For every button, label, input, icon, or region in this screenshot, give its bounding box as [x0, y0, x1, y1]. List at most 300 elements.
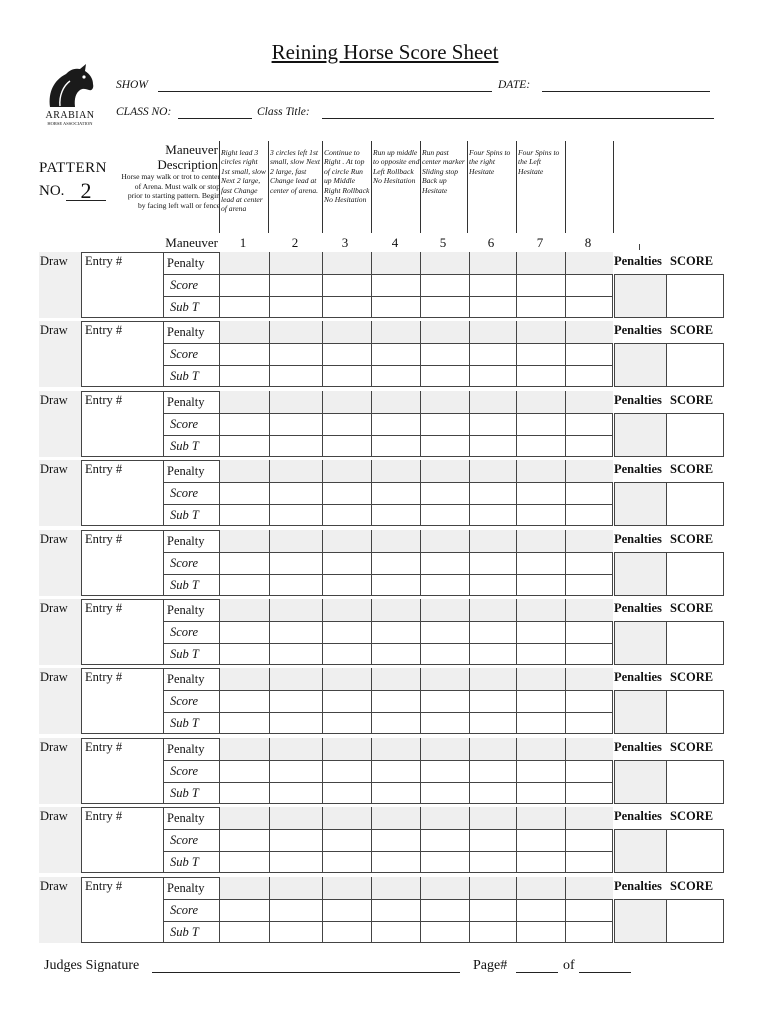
- penalties-label: Penalties: [614, 462, 662, 476]
- pattern-label: PATTERN: [39, 160, 107, 176]
- maneuver-desc-7: Four Spins to the Left Hesitate: [518, 148, 560, 176]
- column-divider: [269, 668, 270, 734]
- entry-label: Entry #: [85, 532, 123, 546]
- penalty-cell[interactable]: [565, 807, 613, 829]
- entry-block: [39, 460, 724, 526]
- logo-text: ARABIAN: [45, 110, 95, 121]
- penalty-cell[interactable]: [565, 252, 613, 274]
- entry-cell[interactable]: [82, 738, 164, 804]
- score-total-box[interactable]: [666, 413, 724, 457]
- penalty-cell[interactable]: [469, 321, 516, 343]
- score-row-label: Score: [164, 343, 220, 365]
- penalty-cell[interactable]: [269, 668, 322, 690]
- penalty-cell[interactable]: [322, 391, 371, 413]
- entry-cell[interactable]: [82, 252, 164, 318]
- entry-cell[interactable]: [82, 460, 164, 526]
- penalty-cell[interactable]: [516, 599, 565, 621]
- penalty-row-label: Penalty: [164, 599, 220, 621]
- maneuver-desc-1: Right lead 3 circles right 1st small, slow Next 2 large, fast Change lead at center of arena: [221, 148, 266, 214]
- penalties-total-box[interactable]: [614, 413, 667, 457]
- penalty-cell[interactable]: [469, 668, 516, 690]
- entry-label: Entry #: [85, 323, 123, 337]
- column-divider: [371, 252, 372, 318]
- column-divider: [269, 252, 270, 318]
- penalty-cell[interactable]: [269, 252, 322, 274]
- page-title: Reining Horse Score Sheet: [271, 40, 499, 64]
- column-divider: [565, 877, 566, 943]
- score-label: SCORE: [670, 740, 714, 754]
- column-divider: [420, 599, 421, 665]
- column-divider: [469, 738, 470, 804]
- penalty-cell[interactable]: [269, 599, 322, 621]
- penalty-cell[interactable]: [371, 738, 420, 760]
- row-divider: [164, 552, 613, 553]
- entry-cell[interactable]: [82, 807, 164, 873]
- column-divider: [469, 321, 470, 387]
- row-divider: [164, 712, 613, 713]
- page-of-label: of: [563, 958, 575, 973]
- penalty-row-label: Penalty: [164, 530, 220, 552]
- penalty-cell[interactable]: [420, 391, 469, 413]
- column-divider: [420, 391, 421, 457]
- penalty-row-label: Penalty: [164, 738, 220, 760]
- column-divider: [516, 807, 517, 873]
- penalty-cell[interactable]: [565, 668, 613, 690]
- score-row-label: Score: [164, 482, 220, 504]
- column-divider: [322, 530, 323, 596]
- column-divider: [420, 738, 421, 804]
- entry-block: [39, 877, 724, 943]
- penalties-total-box[interactable]: [614, 482, 667, 526]
- maneuver-number-3: 3: [341, 235, 349, 250]
- penalty-cell[interactable]: [469, 599, 516, 621]
- column-divider: [371, 460, 372, 526]
- penalty-cell[interactable]: [322, 877, 371, 899]
- penalty-cell[interactable]: [469, 252, 516, 274]
- desc-divider: [467, 141, 468, 233]
- score-label: SCORE: [670, 254, 714, 268]
- entry-cell[interactable]: [82, 530, 164, 596]
- pattern-no-label: NO.: [39, 183, 65, 199]
- desc-divider: [371, 141, 372, 233]
- row-divider: [164, 921, 613, 922]
- date-label: DATE:: [498, 79, 531, 91]
- score-total-box[interactable]: [666, 829, 724, 873]
- penalty-cell[interactable]: [516, 321, 565, 343]
- penalty-cell[interactable]: [322, 460, 371, 482]
- draw-cell[interactable]: [39, 668, 82, 734]
- penalty-cell[interactable]: [220, 391, 269, 413]
- entry-cell[interactable]: [82, 668, 164, 734]
- row-divider: [164, 690, 613, 691]
- subtotal-row-label: Sub T: [164, 365, 220, 387]
- judges-signature-field[interactable]: [152, 972, 460, 973]
- column-divider: [269, 738, 270, 804]
- penalties-label: Penalties: [614, 740, 662, 754]
- score-row-label: Score: [164, 274, 220, 296]
- column-divider: [420, 877, 421, 943]
- penalty-row-label: Penalty: [164, 877, 220, 899]
- column-divider: [469, 668, 470, 734]
- score-total-box[interactable]: [666, 343, 724, 387]
- penalty-cell[interactable]: [371, 807, 420, 829]
- entry-label: Entry #: [85, 462, 123, 476]
- column-divider: [420, 807, 421, 873]
- penalty-cell[interactable]: [516, 668, 565, 690]
- column-divider: [469, 252, 470, 318]
- maneuver-number-5: 5: [439, 235, 447, 250]
- penalty-cell[interactable]: [420, 321, 469, 343]
- penalty-cell[interactable]: [469, 738, 516, 760]
- penalty-cell[interactable]: [420, 599, 469, 621]
- class-title-label: Class Title:: [257, 106, 310, 118]
- draw-cell[interactable]: [39, 877, 82, 943]
- score-label: SCORE: [670, 879, 714, 893]
- draw-cell[interactable]: [39, 807, 82, 873]
- penalty-cell[interactable]: [516, 807, 565, 829]
- column-divider: [516, 252, 517, 318]
- maneuver-number-1: 1: [239, 235, 247, 250]
- judges-signature-label: Judges Signature: [44, 958, 140, 973]
- draw-cell[interactable]: [39, 252, 82, 318]
- column-divider: [420, 530, 421, 596]
- penalty-cell[interactable]: [565, 530, 613, 552]
- maneuver-heading-line2: Description: [157, 157, 218, 172]
- column-divider: [371, 668, 372, 734]
- class-no-field[interactable]: [178, 118, 252, 119]
- penalty-row-label: Penalty: [164, 391, 220, 413]
- maneuver-description-heading: [120, 142, 218, 172]
- column-divider: [322, 807, 323, 873]
- penalty-cell[interactable]: [565, 391, 613, 413]
- draw-label: Draw: [40, 462, 68, 476]
- draw-label: Draw: [40, 740, 68, 754]
- penalties-total-box[interactable]: [614, 621, 667, 665]
- row-divider: [164, 782, 613, 783]
- column-divider: [565, 252, 566, 318]
- score-row-label: Score: [164, 621, 220, 643]
- subtotal-row-label: Sub T: [164, 296, 220, 318]
- desc-divider: [613, 141, 614, 233]
- column-divider: [469, 530, 470, 596]
- maneuver-number-4: 4: [391, 235, 399, 250]
- penalty-cell[interactable]: [371, 877, 420, 899]
- penalty-row-label: Penalty: [164, 807, 220, 829]
- entry-cell[interactable]: [82, 321, 164, 387]
- penalties-label: Penalties: [614, 601, 662, 615]
- column-divider: [322, 321, 323, 387]
- class-no-label: CLASS NO:: [116, 106, 172, 118]
- penalty-cell[interactable]: [269, 877, 322, 899]
- penalty-row-label: Penalty: [164, 321, 220, 343]
- penalty-cell[interactable]: [371, 321, 420, 343]
- penalties-total-box[interactable]: [614, 899, 667, 943]
- penalty-cell[interactable]: [516, 877, 565, 899]
- entry-block: [39, 321, 724, 387]
- column-divider: [371, 530, 372, 596]
- column-divider: [420, 668, 421, 734]
- penalty-cell[interactable]: [420, 668, 469, 690]
- score-label: SCORE: [670, 809, 714, 823]
- penalty-cell[interactable]: [420, 252, 469, 274]
- column-divider: [371, 738, 372, 804]
- penalty-cell[interactable]: [220, 807, 269, 829]
- penalty-cell[interactable]: [322, 252, 371, 274]
- row-divider: [164, 899, 613, 900]
- penalties-label: Penalties: [614, 532, 662, 546]
- column-divider: [565, 460, 566, 526]
- score-total-box[interactable]: [666, 621, 724, 665]
- score-total-box[interactable]: [666, 690, 724, 734]
- penalty-cell[interactable]: [371, 460, 420, 482]
- column-divider: [469, 807, 470, 873]
- penalty-cell[interactable]: [371, 668, 420, 690]
- penalty-cell[interactable]: [220, 668, 269, 690]
- subtotal-row-label: Sub T: [164, 782, 220, 804]
- penalty-cell[interactable]: [322, 738, 371, 760]
- penalty-cell[interactable]: [371, 252, 420, 274]
- subtotal-row-label: Sub T: [164, 851, 220, 873]
- penalty-cell[interactable]: [565, 460, 613, 482]
- penalty-cell[interactable]: [220, 877, 269, 899]
- row-divider: [164, 504, 613, 505]
- entry-cell[interactable]: [82, 391, 164, 457]
- maneuver-number-2: 2: [291, 235, 299, 250]
- penalty-cell[interactable]: [322, 668, 371, 690]
- penalty-row-label: Penalty: [164, 460, 220, 482]
- entry-block: [39, 807, 724, 873]
- penalty-cell[interactable]: [269, 807, 322, 829]
- row-divider: [164, 829, 613, 830]
- row-divider: [164, 760, 613, 761]
- penalties-label: Penalties: [614, 879, 662, 893]
- score-row-label: Score: [164, 829, 220, 851]
- column-divider: [269, 877, 270, 943]
- score-label: SCORE: [670, 532, 714, 546]
- entry-label: Entry #: [85, 809, 123, 823]
- subtotal-row-label: Sub T: [164, 643, 220, 665]
- score-total-box[interactable]: [666, 482, 724, 526]
- desc-divider: [219, 141, 220, 233]
- entry-block: [39, 530, 724, 596]
- penalty-cell[interactable]: [220, 321, 269, 343]
- maneuver-row-label: Maneuver: [165, 235, 218, 250]
- column-divider: [322, 391, 323, 457]
- penalty-cell[interactable]: [220, 460, 269, 482]
- draw-cell[interactable]: [39, 391, 82, 457]
- penalty-cell[interactable]: [469, 807, 516, 829]
- column-divider: [322, 668, 323, 734]
- penalty-cell[interactable]: [269, 391, 322, 413]
- penalty-cell[interactable]: [371, 530, 420, 552]
- draw-cell[interactable]: [39, 530, 82, 596]
- desc-divider: [565, 141, 566, 233]
- penalty-cell[interactable]: [469, 877, 516, 899]
- desc-divider: [420, 141, 421, 233]
- row-divider: [164, 296, 613, 297]
- score-total-box[interactable]: [666, 760, 724, 804]
- penalty-cell[interactable]: [322, 599, 371, 621]
- penalties-label: Penalties: [614, 670, 662, 684]
- subtotal-row-label: Sub T: [164, 504, 220, 526]
- column-divider: [269, 530, 270, 596]
- draw-cell[interactable]: [39, 321, 82, 387]
- entry-cell[interactable]: [82, 599, 164, 665]
- page-label: Page#: [473, 958, 508, 973]
- row-divider: [164, 621, 613, 622]
- maneuver-number-6: 6: [487, 235, 495, 250]
- column-divider: [469, 877, 470, 943]
- score-total-box[interactable]: [666, 899, 724, 943]
- column-divider: [322, 252, 323, 318]
- column-divider: [371, 391, 372, 457]
- date-field[interactable]: [542, 91, 710, 92]
- column-divider: [420, 321, 421, 387]
- column-divider: [371, 599, 372, 665]
- column-divider: [371, 321, 372, 387]
- penalty-cell[interactable]: [565, 599, 613, 621]
- penalty-cell[interactable]: [220, 530, 269, 552]
- entry-label: Entry #: [85, 670, 123, 684]
- penalty-cell[interactable]: [420, 460, 469, 482]
- penalty-cell[interactable]: [220, 252, 269, 274]
- penalties-label: Penalties: [614, 809, 662, 823]
- column-divider: [565, 738, 566, 804]
- penalty-cell[interactable]: [516, 530, 565, 552]
- penalties-total-box[interactable]: [614, 274, 667, 318]
- row-divider: [164, 574, 613, 575]
- column-divider: [516, 391, 517, 457]
- penalty-cell[interactable]: [220, 738, 269, 760]
- score-total-box[interactable]: [666, 552, 724, 596]
- column-divider: [469, 460, 470, 526]
- entry-label: Entry #: [85, 393, 123, 407]
- penalty-cell[interactable]: [469, 530, 516, 552]
- penalty-cell[interactable]: [565, 321, 613, 343]
- column-divider: [371, 807, 372, 873]
- draw-label: Draw: [40, 670, 68, 684]
- draw-cell[interactable]: [39, 460, 82, 526]
- penalties-total-box[interactable]: [614, 760, 667, 804]
- penalty-cell[interactable]: [371, 599, 420, 621]
- penalty-cell[interactable]: [420, 807, 469, 829]
- column-divider: [516, 877, 517, 943]
- desc-divider: [268, 141, 269, 233]
- subtotal-row-label: Sub T: [164, 574, 220, 596]
- draw-cell[interactable]: [39, 599, 82, 665]
- penalty-cell[interactable]: [220, 599, 269, 621]
- score-row-label: Score: [164, 413, 220, 435]
- page-number-field[interactable]: [516, 972, 558, 973]
- column-divider: [269, 321, 270, 387]
- row-divider: [164, 643, 613, 644]
- column-divider: [516, 321, 517, 387]
- entry-label: Entry #: [85, 879, 123, 893]
- column-divider: [322, 599, 323, 665]
- entry-block: [39, 738, 724, 804]
- pattern-number-line: [66, 200, 106, 201]
- page-total-field[interactable]: [579, 972, 631, 973]
- column-divider: [565, 391, 566, 457]
- penalty-cell[interactable]: [269, 530, 322, 552]
- penalty-cell[interactable]: [469, 460, 516, 482]
- column-divider: [565, 668, 566, 734]
- penalty-cell[interactable]: [420, 530, 469, 552]
- draw-label: Draw: [40, 532, 68, 546]
- penalties-total-box[interactable]: [614, 690, 667, 734]
- entry-label: Entry #: [85, 740, 123, 754]
- draw-cell[interactable]: [39, 738, 82, 804]
- column-divider: [469, 599, 470, 665]
- column-divider: [565, 807, 566, 873]
- score-row-label: Score: [164, 552, 220, 574]
- penalty-cell[interactable]: [565, 738, 613, 760]
- penalty-cell[interactable]: [322, 321, 371, 343]
- column-divider: [516, 460, 517, 526]
- penalty-cell[interactable]: [565, 877, 613, 899]
- row-divider: [164, 851, 613, 852]
- score-label: SCORE: [670, 670, 714, 684]
- column-divider: [269, 391, 270, 457]
- penalty-cell[interactable]: [420, 877, 469, 899]
- class-title-field[interactable]: [322, 118, 714, 119]
- draw-label: Draw: [40, 809, 68, 823]
- subtotal-row-label: Sub T: [164, 921, 220, 943]
- subtotal-row-label: Sub T: [164, 712, 220, 734]
- penalty-cell[interactable]: [516, 460, 565, 482]
- column-divider: [516, 599, 517, 665]
- column-divider: [322, 460, 323, 526]
- penalty-cell[interactable]: [420, 738, 469, 760]
- penalty-cell[interactable]: [371, 391, 420, 413]
- penalty-cell[interactable]: [516, 738, 565, 760]
- column-divider: [516, 530, 517, 596]
- row-divider: [164, 365, 613, 366]
- column-divider: [420, 252, 421, 318]
- penalties-label: Penalties: [614, 254, 662, 268]
- penalty-cell[interactable]: [516, 252, 565, 274]
- maneuver-desc-3: Continue to Right . At top of circle Run up Middle Right Rollback No Hesitation: [324, 148, 370, 205]
- score-total-box[interactable]: [666, 274, 724, 318]
- column-divider: [269, 460, 270, 526]
- maneuver-desc-6: Four Spins to the right Hesitate: [469, 148, 511, 176]
- entry-block: [39, 599, 724, 665]
- penalty-cell[interactable]: [322, 530, 371, 552]
- entry-block: [39, 668, 724, 734]
- penalties-total-box[interactable]: [614, 343, 667, 387]
- column-divider: [565, 321, 566, 387]
- desc-divider: [322, 141, 323, 233]
- row-divider: [164, 435, 613, 436]
- penalty-cell[interactable]: [516, 391, 565, 413]
- maneuver-heading-line1: Maneuver: [165, 142, 218, 157]
- draw-label: Draw: [40, 254, 68, 268]
- penalty-cell[interactable]: [469, 391, 516, 413]
- draw-label: Draw: [40, 601, 68, 615]
- pattern-number[interactable]: 2: [80, 178, 92, 203]
- penalty-cell[interactable]: [269, 321, 322, 343]
- entry-cell[interactable]: [82, 877, 164, 943]
- column-divider: [516, 738, 517, 804]
- penalty-cell[interactable]: [269, 460, 322, 482]
- column-divider: [565, 530, 566, 596]
- penalties-total-box[interactable]: [614, 829, 667, 873]
- penalty-cell[interactable]: [322, 807, 371, 829]
- penalties-total-box[interactable]: [614, 552, 667, 596]
- penalty-cell[interactable]: [269, 738, 322, 760]
- maneuver-desc-2: 3 circles left 1st small, slow Next 2 large, fast Change lead at center of arena.: [270, 148, 320, 195]
- show-field[interactable]: [158, 91, 492, 92]
